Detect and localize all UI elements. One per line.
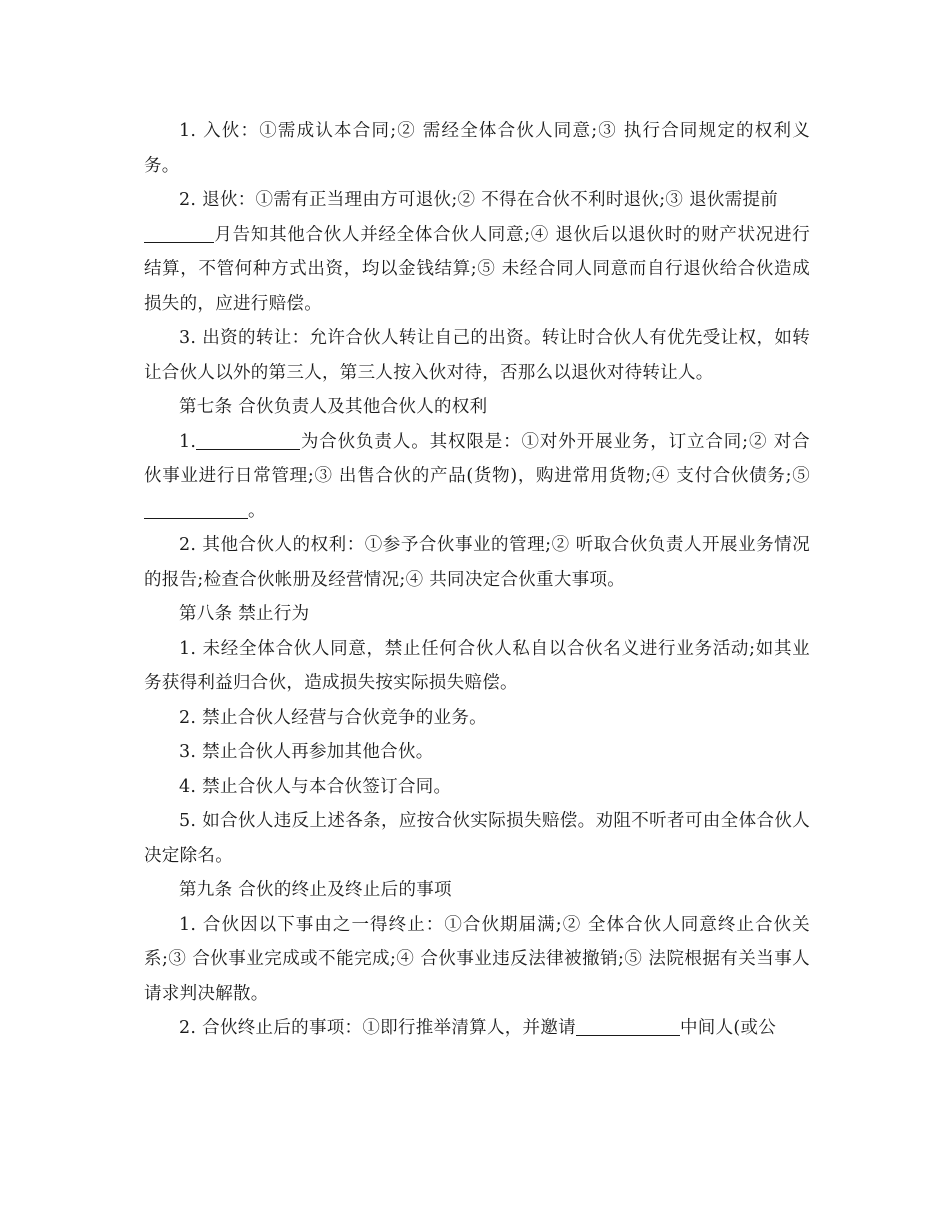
paragraph-text: 中间人(或公 xyxy=(679,1018,777,1038)
paragraph-text: 1. 入伙：①需成认本合同;② 需经全体合伙人同意;③ 执行合同规定的权利义务。 xyxy=(144,121,810,176)
article-heading-8 xyxy=(144,597,810,632)
paragraph-text: 3. 禁止合伙人再参加其他合伙。 xyxy=(179,742,434,762)
fill-blank xyxy=(144,500,248,519)
paragraph-text: 2. 退伙：①需有正当理由方可退伙;② 不得在合伙不利时退伙;③ 退伙需提前 xyxy=(179,190,779,210)
article-heading-9 xyxy=(144,873,810,908)
paragraph-text: 2. 合伙终止后的事项：①即行推举清算人，并邀请 xyxy=(179,1018,576,1038)
paragraph-text: 5. 如合伙人违反上述各条，应按合伙实际损失赔偿。劝阻不听者可由全体合伙人决定除名。 xyxy=(144,811,810,866)
paragraph-prohibit-1 xyxy=(144,632,810,701)
paragraph-prohibit-3 xyxy=(144,735,810,770)
paragraph-text: 为合伙负责人。其权限是：①对外开展业务，订立合同;② 对合伙事业进行日常管理;③ 出售合伙的产品(货物)，购进常用货物;④ 支付合伙债务;⑤ xyxy=(144,431,810,486)
paragraph-termination-1 xyxy=(144,908,810,1012)
paragraph-manager xyxy=(144,425,810,529)
paragraph-termination-2 xyxy=(144,1011,810,1046)
paragraph-text: 2. 禁止合伙人经营与合伙竞争的业务。 xyxy=(179,707,487,728)
document-page xyxy=(144,114,810,1046)
paragraph-text: 月告知其他合伙人并经全体合伙人同意;④ 退伙后以退伙时的财产状况进行结算，不管何种方式出资，均以金钱结算;⑤ 未经合同人同意而自行退伙给合伙造成损失的，应进行赔偿。 xyxy=(144,224,810,314)
paragraph-text: 。 xyxy=(248,500,266,521)
paragraph-prohibit-4 xyxy=(144,770,810,805)
fill-blank xyxy=(196,431,300,450)
paragraph-partner-rights xyxy=(144,528,810,597)
heading-text: 第八条 禁止行为 xyxy=(179,604,310,624)
fill-blank xyxy=(144,224,214,243)
heading-text: 第七条 合伙负责人及其他合伙人的权利 xyxy=(179,397,488,417)
paragraph-text: 1. 合伙因以下事由之一得终止：①合伙期届满;② 全体合伙人同意终止合伙关系;③ 合伙事业完成或不能完成;④ 合伙事业违反法律被撤销;⑤ 法院根据有关当事人请求判决解散。 xyxy=(144,914,810,1004)
paragraph-text: 1. 未经全体合伙人同意，禁止任何合伙人私自以合伙名义进行业务活动;如其业务获得利益归合伙，造成损失按实际损失赔偿。 xyxy=(144,638,810,693)
paragraph-join xyxy=(144,114,810,183)
paragraph-prohibit-2 xyxy=(144,701,810,736)
paragraph-transfer xyxy=(144,321,810,390)
paragraph-text: 3. 出资的转让：允许合伙人转让自己的出资。转让时合伙人有优先受让权，如转让合伙人以外的第三人，第三人按入伙对待，否那么以退伙对待转让人。 xyxy=(144,328,810,383)
heading-text: 第九条 合伙的终止及终止后的事项 xyxy=(179,880,452,900)
paragraph-text: 1. xyxy=(179,431,197,452)
paragraph-withdraw xyxy=(144,183,810,321)
paragraph-prohibit-5 xyxy=(144,804,810,873)
fill-blank xyxy=(576,1018,680,1037)
paragraph-text: 4. 禁止合伙人与本合伙签订合同。 xyxy=(179,776,452,797)
paragraph-text: 2. 其他合伙人的权利：①参予合伙事业的管理;② 听取合伙负责人开展业务情况的报告;检查合伙帐册及经营情况;④ 共同决定合伙重大事项。 xyxy=(144,535,810,590)
article-heading-7 xyxy=(144,390,810,425)
